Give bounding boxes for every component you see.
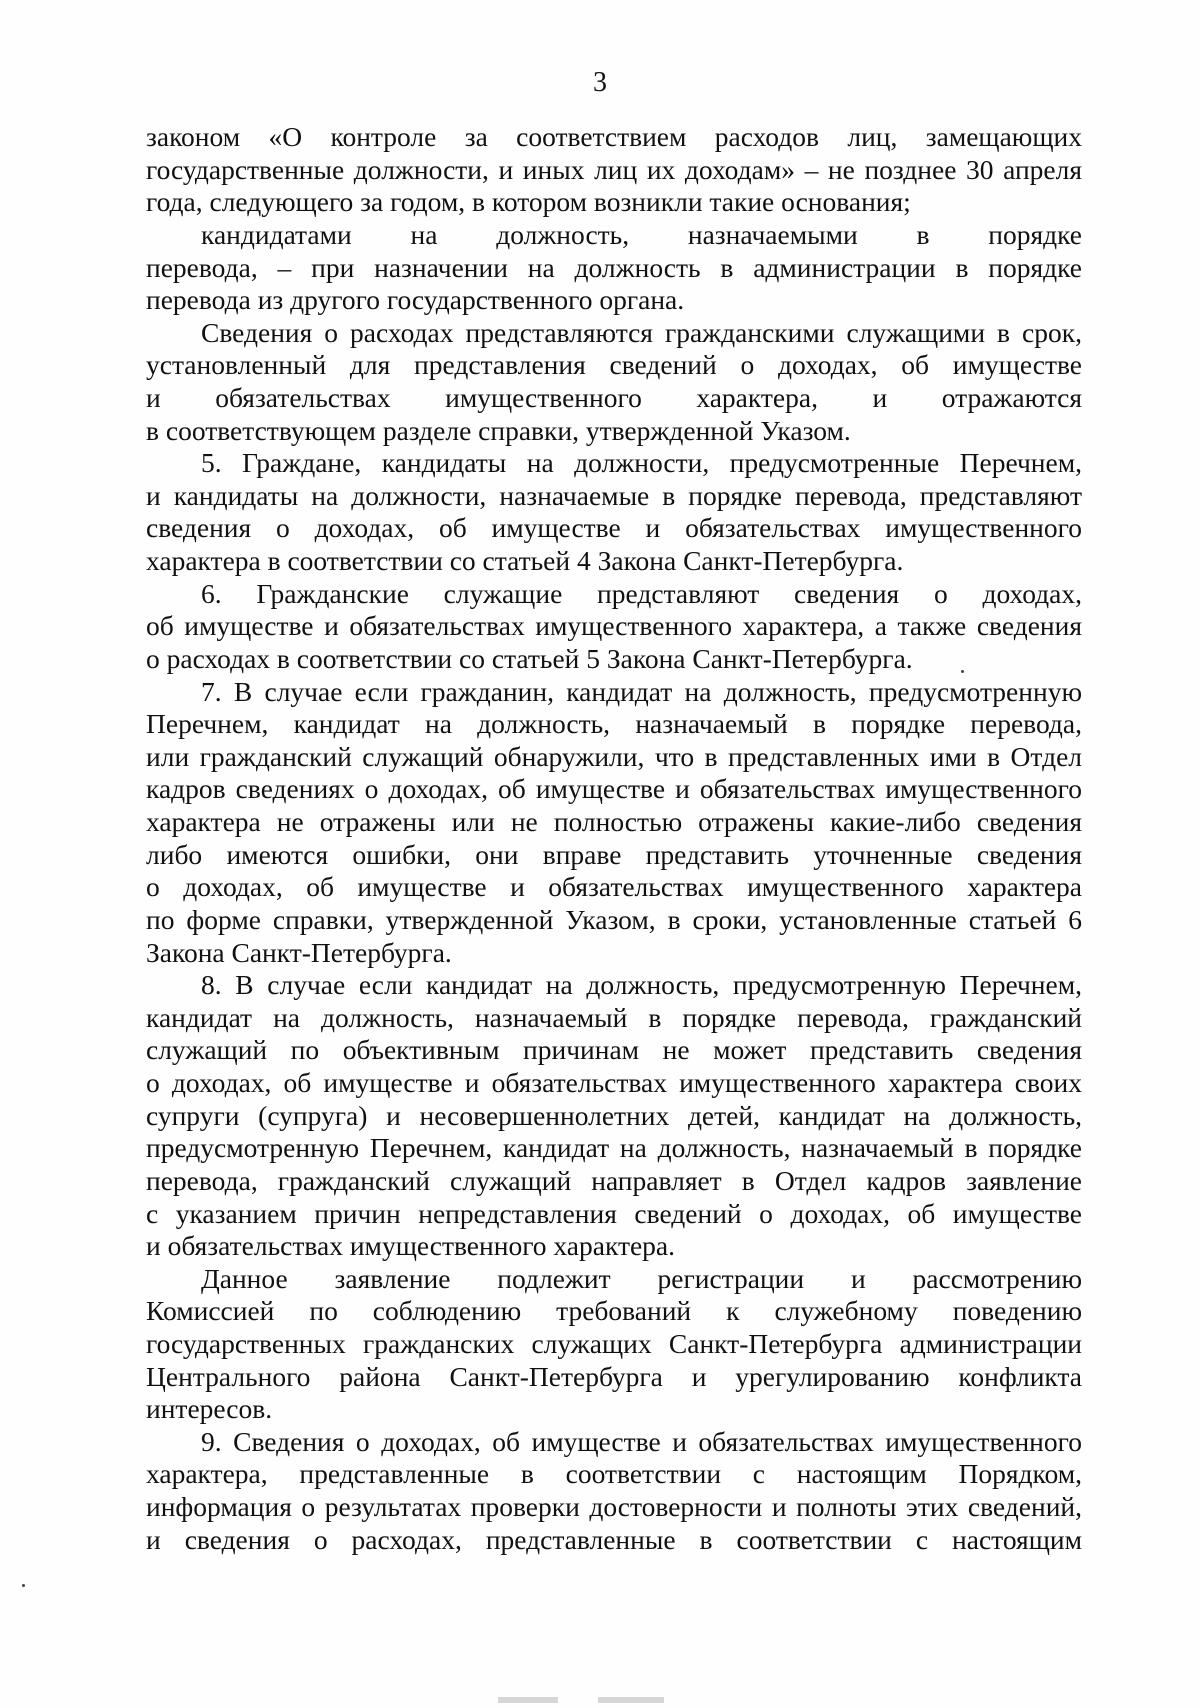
text-line: о доходах, об имуществе и обязательствах имущественного характера <box>146 871 1082 903</box>
text-line: сведения о доходах, об имуществе и обязательствах имущественного <box>146 512 1082 544</box>
text-line: информация о результатах проверки достоверности и полноты этих сведений, <box>146 1491 1082 1522</box>
text-line: перевода из другого государственного органа. <box>146 284 685 316</box>
text-line: установленный для представления сведений о доходах, об имуществе <box>146 349 1082 381</box>
text-line: служащий по объективным причинам не может представить сведения <box>146 1034 1082 1066</box>
text-line: и сведения о расходах, представленные в соответствии с настоящим <box>146 1523 1082 1555</box>
text-line: 7. В случае если гражданин, кандидат на должность, предусмотренную <box>201 675 1082 707</box>
text-line: либо имеются ошибки, они вправе представить уточненные сведения <box>146 838 1082 870</box>
text-line: кандидатами на должность, назначаемыми в порядке <box>201 218 1082 250</box>
text-line: характера, представленные в соответствии с настоящим Порядком, <box>146 1458 1082 1490</box>
text-line: Данное заявление подлежит регистрации и рассмотрению <box>201 1262 1082 1294</box>
scan-speck <box>22 1584 25 1587</box>
text-line: 9. Сведения о доходах, об имуществе и обязательствах имущественного <box>201 1425 1082 1457</box>
text-line: и кандидаты на должности, назначаемые в порядке перевода, представляют <box>146 479 1082 511</box>
text-line: перевода, – при назначении на должность в администрации в порядке <box>146 251 1082 283</box>
text-line: законом «О контроле за соответствием расходов лиц, замещающих <box>146 121 1082 152</box>
text-line: Сведения о расходах представляются гражданскими служащими в срок, <box>201 316 1082 348</box>
text-line: Центрального района Санкт-Петербурга и урегулированию конфликта <box>146 1360 1082 1392</box>
scan-artifact <box>498 1697 558 1703</box>
text-line: 5. Граждане, кандидаты на должности, предусмотренные Перечнем, <box>201 447 1082 479</box>
text-line: перевода, гражданский служащий направляет в Отдел кадров заявление <box>146 1164 1082 1196</box>
text-line: супруги (супруга) и несовершеннолетних детей, кандидат на должность, <box>146 1099 1082 1131</box>
text-line: государственных гражданских служащих Санкт-Петербурга администрации <box>146 1327 1082 1359</box>
scan-speck <box>961 670 964 673</box>
text-line: кадров сведениях о доходах, об имуществе и обязательствах имущественного <box>146 773 1082 805</box>
text-line: в соответствующем разделе справки, утвержденной Указом. <box>146 414 851 446</box>
text-line: Комиссией по соблюдению требований к служебному поведению <box>146 1295 1082 1327</box>
text-line: государственные должности, и иных лиц их доходам» – не позднее 30 апреля <box>146 153 1082 185</box>
text-line: интересов. <box>146 1393 273 1425</box>
text-line: Закона Санкт-Петербурга. <box>146 936 452 968</box>
text-line: о расходах в соответствии со статьей 5 Закона Санкт-Петербурга. <box>146 642 913 674</box>
text-line: Перечнем, кандидат на должность, назначаемый в порядке перевода, <box>146 708 1082 740</box>
page-number: 3 <box>593 67 607 98</box>
scan-artifact <box>598 1697 664 1703</box>
text-line: кандидат на должность, назначаемый в порядке перевода, гражданский <box>146 1001 1082 1033</box>
text-line: с указанием причин непредставления сведений о доходах, об имуществе <box>146 1197 1082 1229</box>
text-line: характера в соответствии со статьей 4 Закона Санкт-Петербурга. <box>146 545 904 577</box>
text-line: об имуществе и обязательствах имущественного характера, а также сведения <box>146 610 1082 642</box>
text-line: года, следующего за годом, в котором возникли такие основания; <box>146 186 911 218</box>
text-line: характера не отражены или не полностью отражены какие-либо сведения <box>146 806 1082 837</box>
text-line: 8. В случае если кандидат на должность, предусмотренную Перечнем, <box>201 969 1082 1001</box>
text-line: предусмотренную Перечнем, кандидат на должность, назначаемый в порядке <box>146 1132 1082 1164</box>
text-line: и обязательствах имущественного характера, и отражаются <box>146 382 1082 413</box>
text-line: 6. Гражданские служащие представляют сведения о доходах, <box>201 577 1082 609</box>
text-line: и обязательствах имущественного характера. <box>146 1230 676 1262</box>
text-line: о доходах, об имуществе и обязательствах имущественного характера своих <box>146 1067 1082 1098</box>
text-line: или гражданский служащий обнаружили, что в представленных ими в Отдел <box>146 740 1082 772</box>
text-line: по форме справки, утвержденной Указом, в сроки, установленные статьей 6 <box>146 903 1082 935</box>
